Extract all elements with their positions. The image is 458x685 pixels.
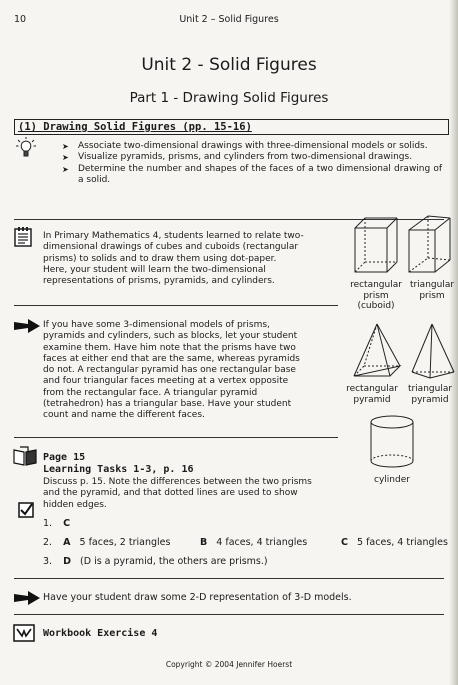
arrow-pointer-icon (14, 590, 40, 609)
tri-prism-caption: triangular prism (409, 280, 455, 301)
activity-text: If you have some 3-dimensional models of prisms, pyramids and cylinders, such as blocks, let your student examine them. Have him note that the prisms have two faces at either end that are the same, whereas pyramids do not. A rectangular pyramid has one rectangular base and four triangular faces meeting at a vertex opposite from the rectangular face. A triangular pyramid (tetrahedron) has a triangular base. Have your student count and name the different faces. (43, 320, 300, 421)
divider (14, 437, 338, 438)
answer-2c: C 5 faces, 4 triangles (341, 537, 448, 548)
checkbox-checked-icon (18, 502, 34, 522)
workbook-icon (13, 624, 35, 646)
lightbulb-icon (14, 137, 42, 165)
triangular-prism-figure (406, 214, 454, 280)
notes-text: In Primary Mathematics 4, students learned to relate two- dimensional drawings of cubes and cuboids (rectangular prisms) to solids and to draw them using dot-paper. Here, your student will learn the two-dimensional representations of prisms, pyramids, and cylinders. (43, 231, 304, 287)
divider (14, 305, 338, 306)
tri-pyramid-caption: triangular pyramid (407, 384, 453, 405)
answer-row-1: 1. C (43, 518, 71, 529)
rectangular-pyramid-figure (352, 322, 402, 384)
arrow-pointer-icon (14, 318, 40, 337)
copyright-footer: Copyright © 2004 Jennifer Hoerst (165, 660, 293, 669)
arrow-bullet-icon: ➤ (62, 142, 69, 151)
divider (14, 614, 444, 615)
notepad-icon (14, 227, 32, 251)
answer-2b: B 4 faces, 4 triangles (200, 537, 308, 548)
rectangular-prism-figure (352, 216, 400, 280)
learning-tasks-label: Learning Tasks 1-3, p. 16 (43, 464, 194, 475)
workbook-exercise-label: Workbook Exercise 4 (43, 628, 158, 639)
open-book-icon (12, 446, 38, 470)
objective-item: ➤ Visualize pyramids, prisms, and cylinders from two-dimensional drawings. (62, 152, 413, 163)
section-heading: (1) Drawing Solid Figures (pp. 15-16) (18, 121, 252, 133)
textbook-instructions: Discuss p. 15. Note the differences between the two prisms and the pyramid, and that dotted lines are used to show hidden edges. (43, 477, 312, 510)
page-number: 10 (14, 14, 27, 25)
unit-title: Unit 2 - Solid Figures (141, 55, 317, 75)
part-title: Part 1 - Drawing Solid Figures (129, 90, 329, 106)
objectives-list (62, 141, 442, 186)
practice-text: Have your student draw some 2-D representation of 3-D models. (43, 592, 352, 603)
triangular-pyramid-figure (410, 322, 456, 384)
answer-row-3: 3. D (D is a pyramid, the others are prisms.) (43, 556, 268, 567)
rect-prism-caption: rectangular prism (cuboid) (350, 280, 402, 311)
running-title: Unit 2 – Solid Figures (179, 14, 279, 25)
arrow-bullet-icon: ➤ (62, 153, 69, 163)
section-heading-box (14, 119, 449, 135)
cylinder-caption: cylinder (374, 475, 410, 485)
rect-pyramid-caption: rectangular pyramid (346, 384, 398, 405)
cylinder-figure (368, 414, 416, 474)
objective-item: ➤ Determine the number and shapes of the faces of a two dimensional drawing of a solid. (62, 163, 442, 185)
textbook-page-label: Page 15 (43, 452, 86, 463)
divider (14, 578, 444, 579)
arrow-bullet-icon: ➤ (62, 164, 69, 174)
answer-row-2: 2. A 5 faces, 2 triangles B 4 faces, 4 triangles C 5 faces, 4 triangles (43, 537, 448, 548)
objective-item: ➤ Associate two-dimensional drawings with three-dimensional models or solids. (62, 141, 428, 151)
